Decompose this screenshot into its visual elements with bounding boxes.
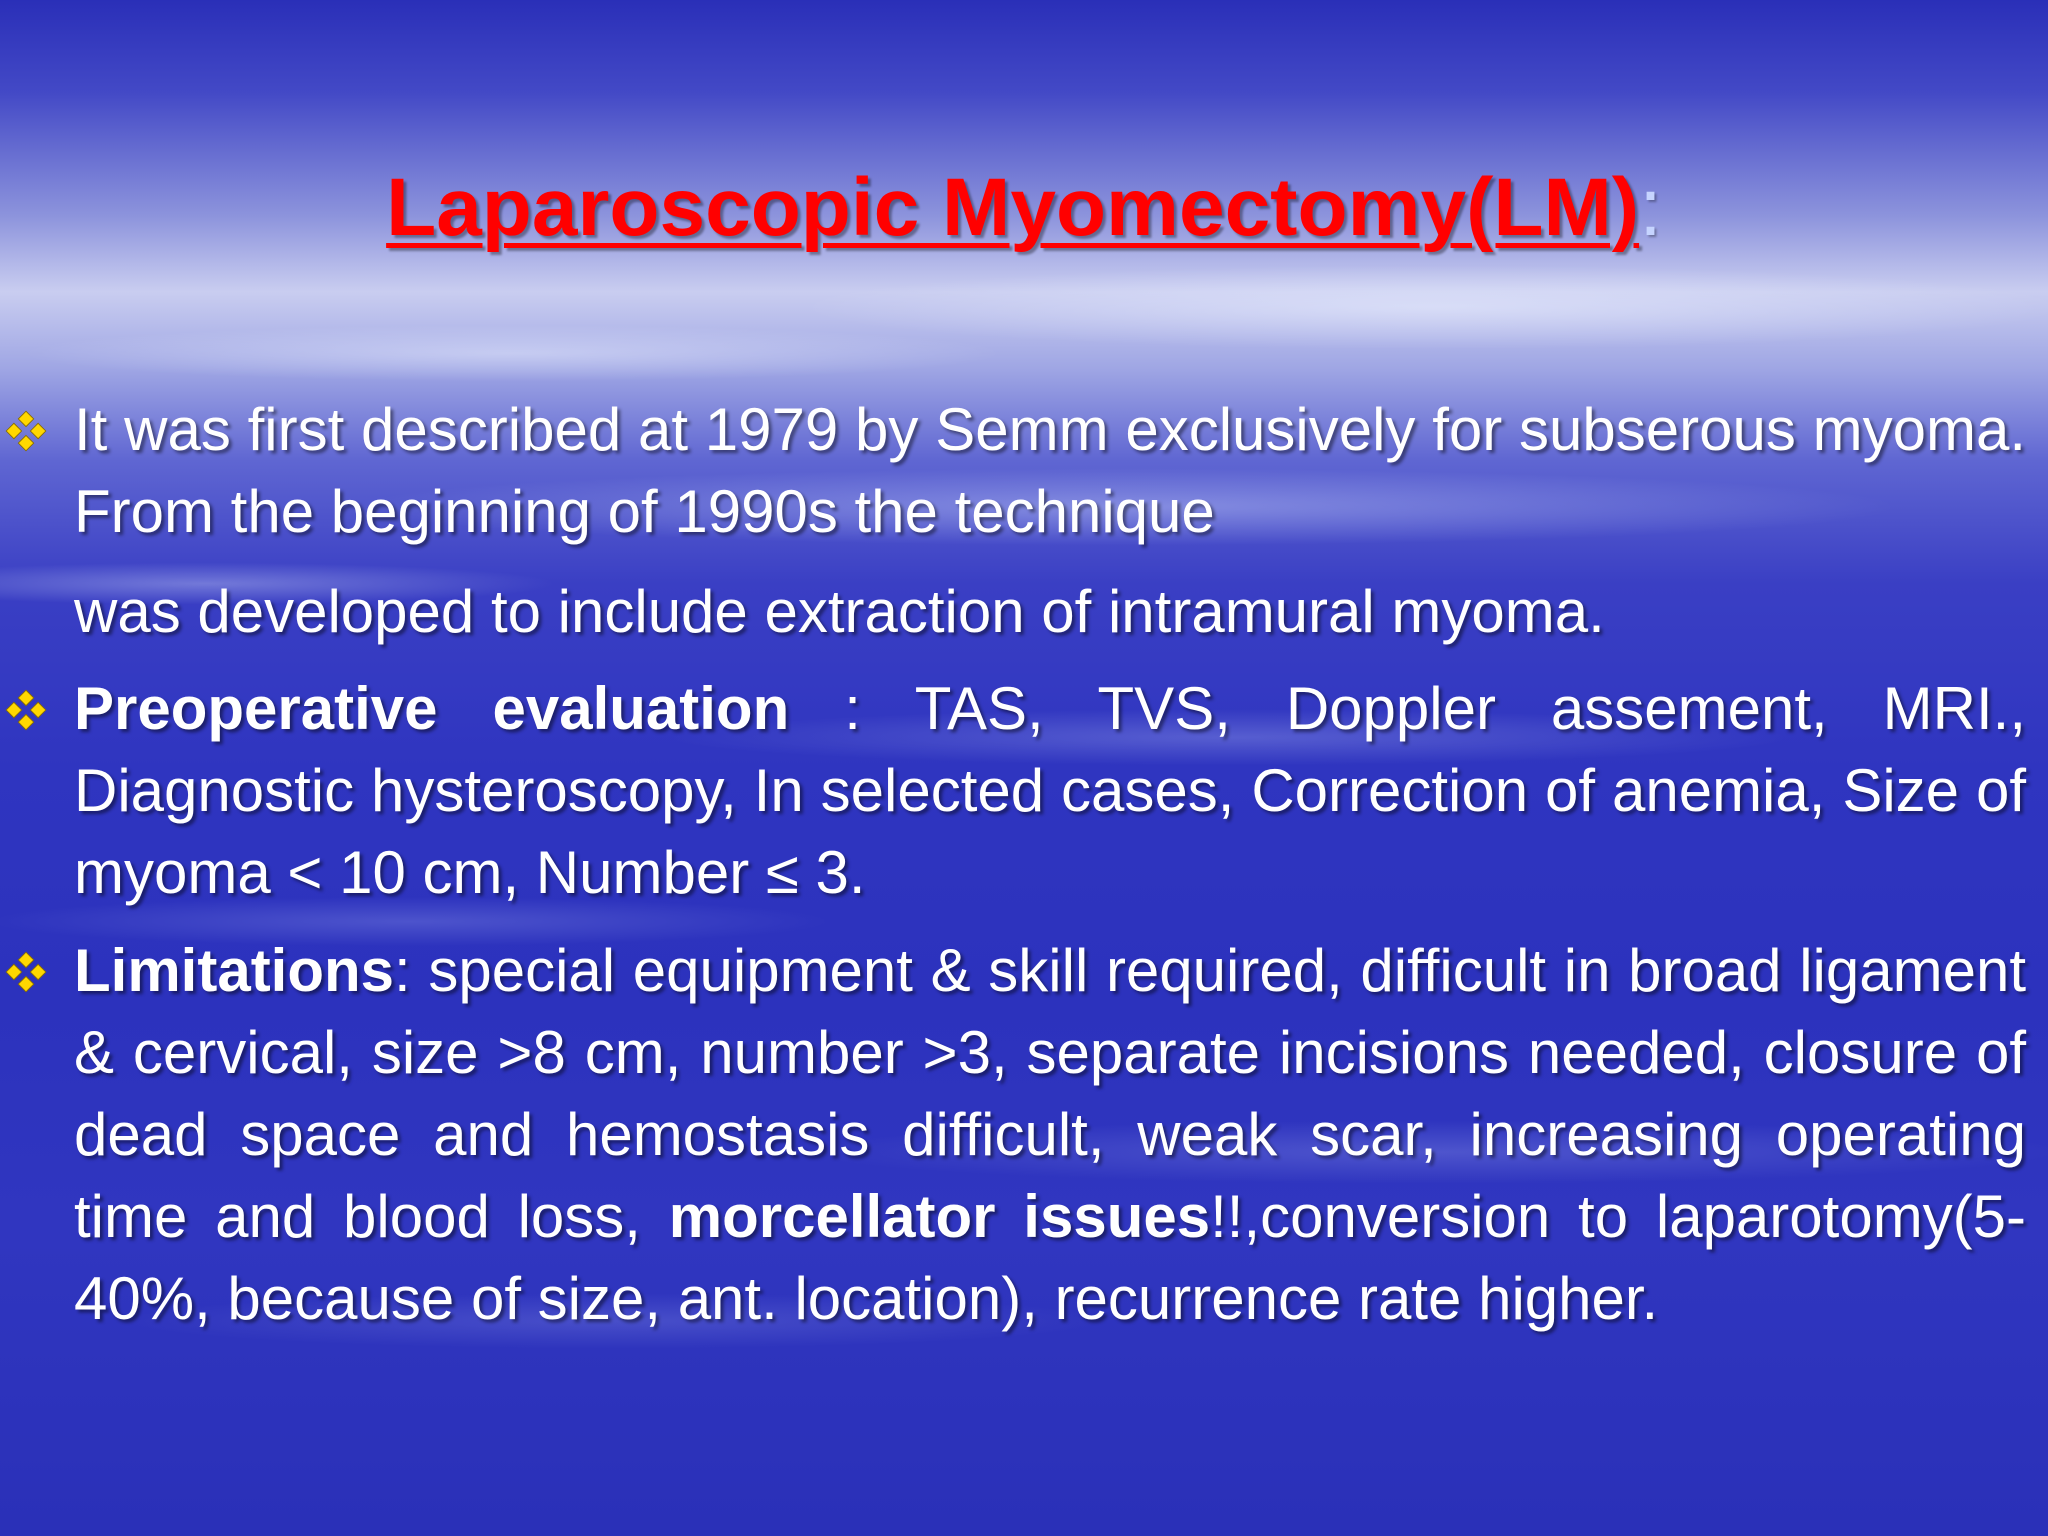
four-diamond-bullet-icon [4,409,48,453]
bullet-limitations [74,930,2026,1340]
bullet-limitations-emphasis: morcellator issues [668,1183,1211,1250]
bullet-limitations-text-cont: !!,conversion to laparotomy(5-40%, because of size, ant. location), recurrence rate higher. [74,1183,2027,1332]
bullet-history-text: It was first described at 1979 by Semm exclusively for subserous myoma. From the beginning of 1990s the technique [74,396,2026,545]
bullet-preoperative-heading: Preoperative evaluation [74,675,790,742]
bullet-history [74,389,2026,653]
bullet-preoperative-text: : TAS, TVS, Doppler assement, MRI., Diagnostic hysteroscopy, In selected cases, Correction of anemia, Size of myoma < 10 cm, Number ≤ 3. [74,675,2026,906]
bullet-limitations-heading: Limitations [74,937,395,1004]
title-colon: : [1639,162,1662,253]
bullet-history-text-cont: was developed to include extraction of intramural myoma. [74,578,1605,645]
bullet-limitations-text: : special equipment & skill required, difficult in broad ligament & cervical, size >8 cm, number >3, separate incisions needed, closure of dead space and hemostasis difficult, weak scar, increasing operating time and blood loss, [74,937,2026,1250]
bullet-preoperative [74,668,2026,914]
four-diamond-bullet-icon [4,950,48,994]
four-diamond-bullet-icon [4,688,48,732]
title-text: Laparoscopic Myomectomy(LM) [386,162,1640,253]
